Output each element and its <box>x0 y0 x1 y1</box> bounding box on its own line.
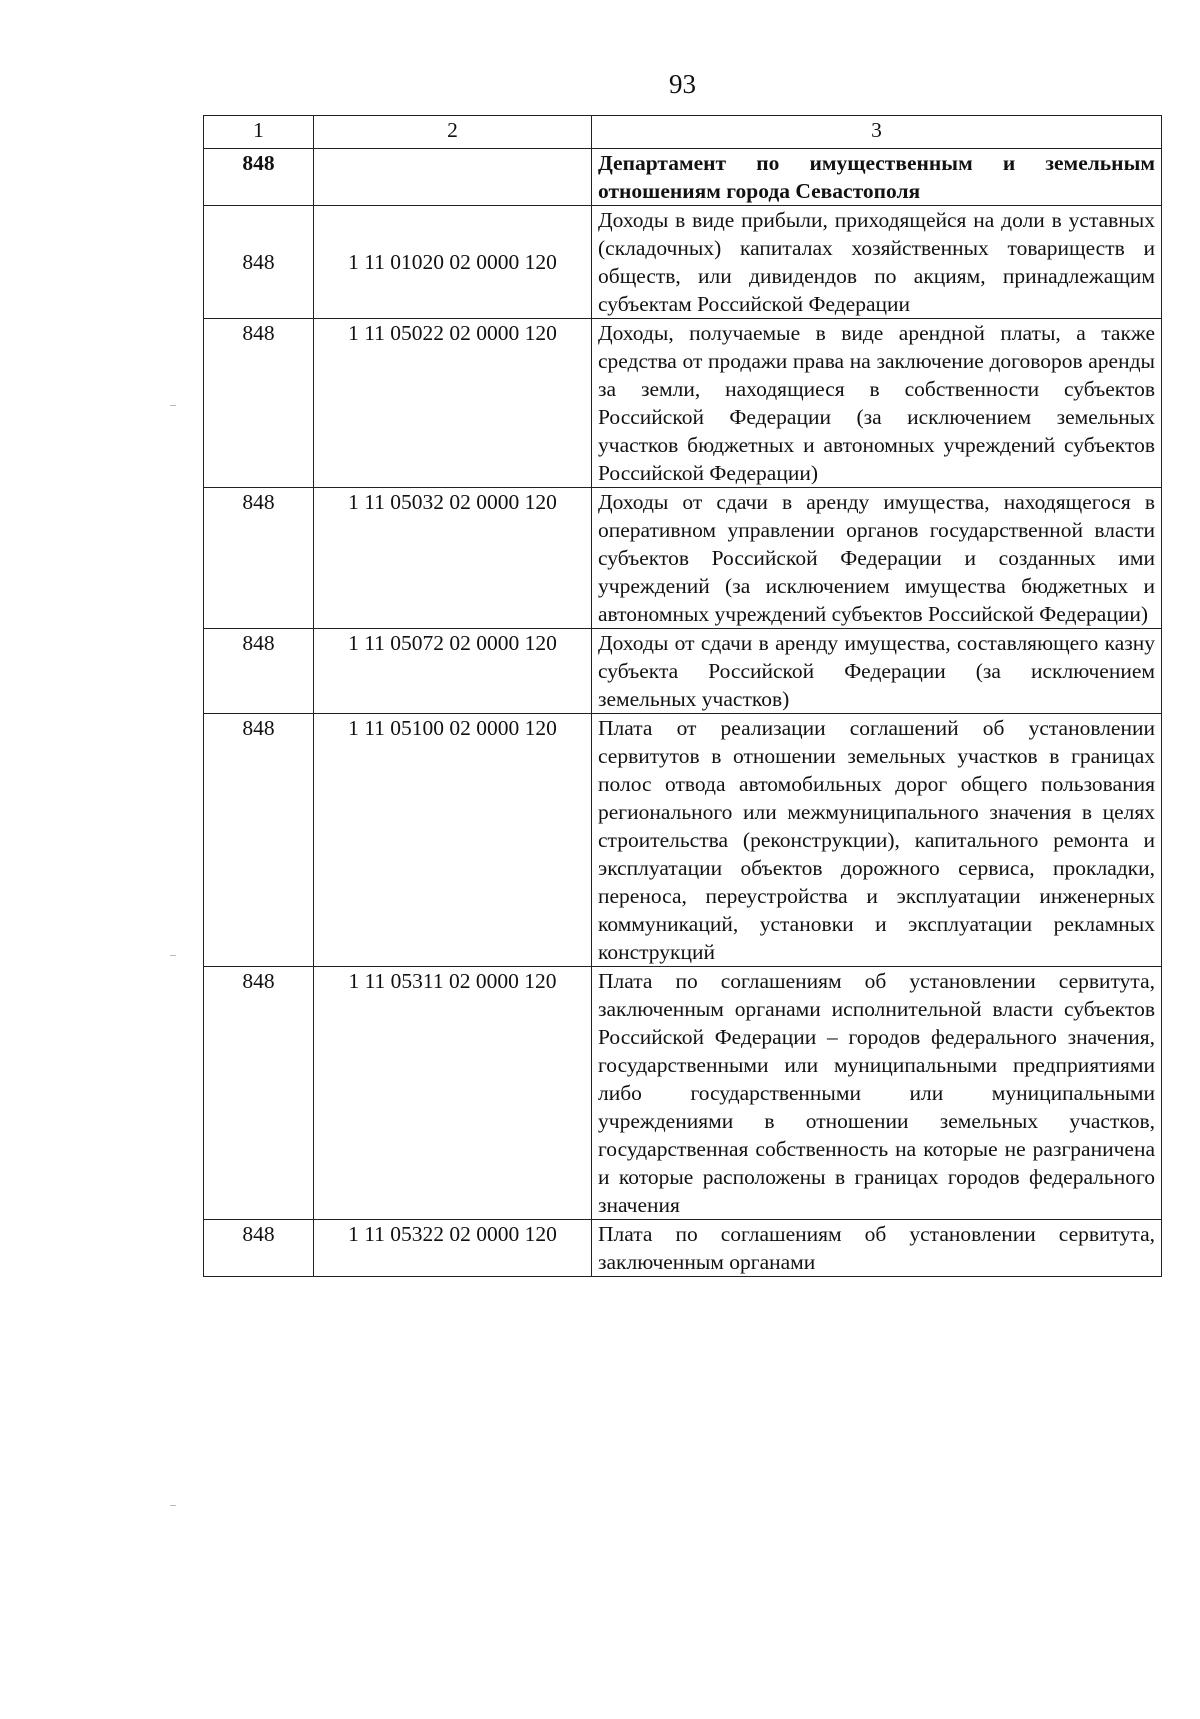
table-row <box>204 149 1162 206</box>
table-row <box>204 319 1162 488</box>
kbk-code-cell: 1 11 05022 02 0000 120 <box>314 319 592 488</box>
revenue-codes-table <box>203 115 1162 1277</box>
kbk-code-cell: 1 11 05072 02 0000 120 <box>314 629 592 714</box>
admin-code-cell: 848 <box>204 149 314 206</box>
kbk-code-cell: 1 11 05322 02 0000 120 <box>314 1220 592 1277</box>
table-header-row <box>204 116 1162 149</box>
page-number: 93 <box>669 69 696 99</box>
table-row <box>204 714 1162 967</box>
table-row <box>204 629 1162 714</box>
table-row <box>204 967 1162 1220</box>
column-header-2: 2 <box>314 116 592 149</box>
admin-code-cell: 848 <box>204 629 314 714</box>
column-header-1: 1 <box>204 116 314 149</box>
scan-mark <box>170 1505 176 1506</box>
revenue-name-cell: Плата от реализации соглашений об установлении сервитутов в отношении земельных участков в границах полос отвода автомобильных дорог общего пользования регионального или межмуниципального значения в целях строительства (реконструкции), капитального ремонта и эксплуатации объектов дорожного сервиса, прокладки, переноса, переустройства и эксплуатации инженерных коммуникаций, установки и эксплуатации рекламных конструкций <box>592 714 1162 967</box>
kbk-code-cell: 1 11 05100 02 0000 120 <box>314 714 592 967</box>
admin-code-cell: 848 <box>204 714 314 967</box>
scan-mark <box>170 405 176 406</box>
admin-code-cell: 848 <box>204 967 314 1220</box>
revenue-name-cell: Департамент по имущественным и земельным отношениям города Севастополя <box>592 149 1162 206</box>
kbk-code-cell <box>314 149 592 206</box>
revenue-name-cell: Доходы от сдачи в аренду имущества, находящегося в оперативном управлении органов государственной власти субъектов Российской Федерации и созданных ими учреждений (за исключением имущества бюджетных и автономных учреждений субъектов Российской Федерации) <box>592 488 1162 629</box>
revenue-name-cell: Доходы от сдачи в аренду имущества, составляющего казну субъекта Российской Федерации (за исключением земельных участков) <box>592 629 1162 714</box>
table-row <box>204 206 1162 319</box>
kbk-code-cell: 1 11 05032 02 0000 120 <box>314 488 592 629</box>
admin-code-cell: 848 <box>204 206 314 319</box>
admin-code-cell: 848 <box>204 319 314 488</box>
kbk-code-cell: 1 11 01020 02 0000 120 <box>314 206 592 319</box>
revenue-name-cell: Доходы, получаемые в виде арендной платы, а также средства от продажи права на заключение договоров аренды за земли, находящиеся в собственности субъектов Российской Федерации (за исключением земельных участков бюджетных и автономных учреждений субъектов Российской Федерации) <box>592 319 1162 488</box>
revenue-name-cell: Плата по соглашениям об установлении сервитута, заключенным органами <box>592 1220 1162 1277</box>
kbk-code-cell: 1 11 05311 02 0000 120 <box>314 967 592 1220</box>
column-header-3: 3 <box>592 116 1162 149</box>
admin-code-cell: 848 <box>204 1220 314 1277</box>
revenue-name-cell: Доходы в виде прибыли, приходящейся на доли в уставных (складочных) капиталах хозяйственных товариществ и обществ, или дивидендов по акциям, принадлежащим субъектам Российской Федерации <box>592 206 1162 319</box>
table-row <box>204 488 1162 629</box>
table-row <box>204 1220 1162 1277</box>
scan-mark <box>170 955 176 956</box>
admin-code-cell: 848 <box>204 488 314 629</box>
revenue-name-cell: Плата по соглашениям об установлении сервитута, заключенным органами исполнительной власти субъектов Российской Федерации – городов федерального значения, государственными или муниципальными предприятиями либо государственными или муниципальными учреждениями в отношении земельных участков, государственная собственность на которые не разграничена и которые расположены в границах городов федерального значения <box>592 967 1162 1220</box>
